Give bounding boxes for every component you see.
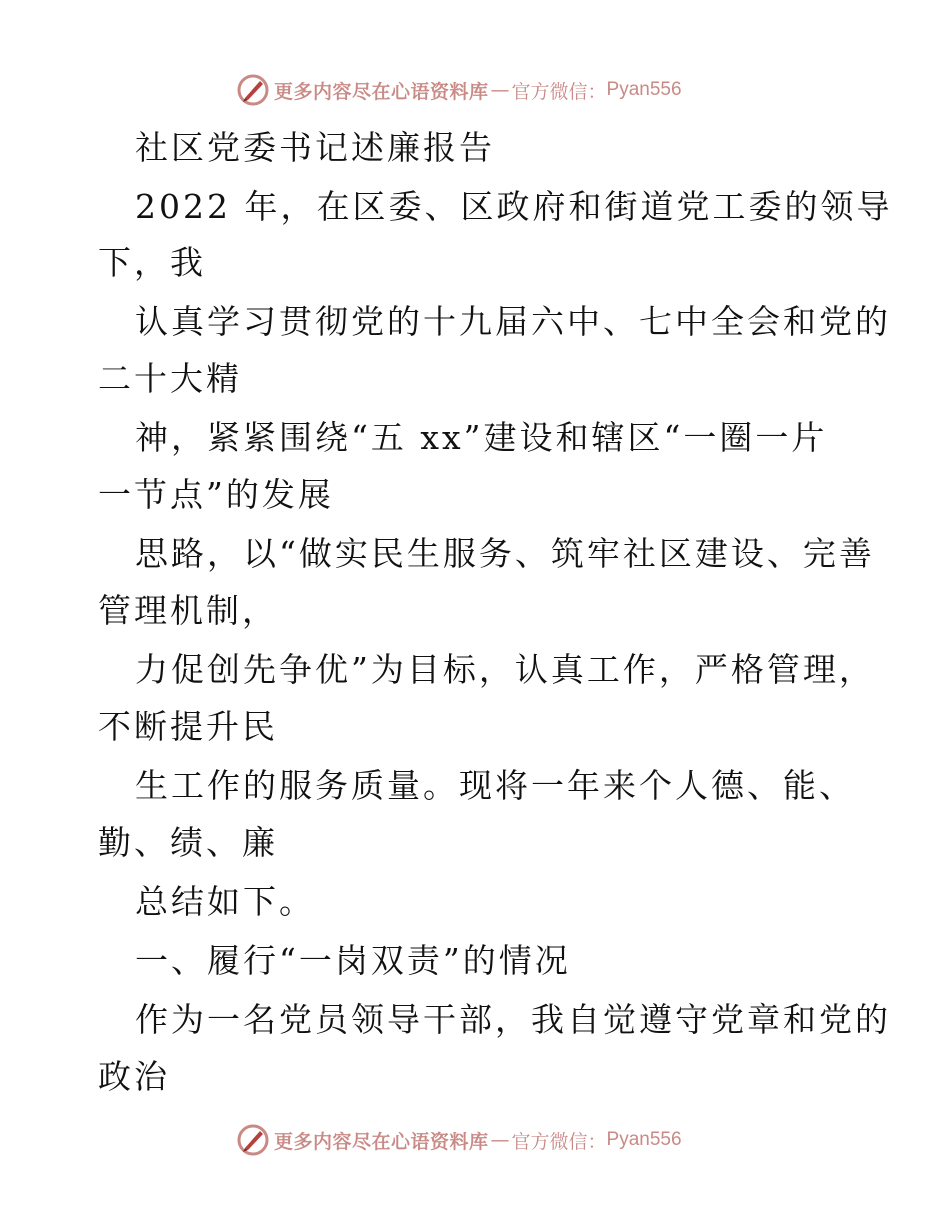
- banner-separator: —: [490, 79, 510, 101]
- paragraph-line: 一节点”的发展: [98, 475, 334, 514]
- wechat-label: 官方微信：: [511, 80, 607, 103]
- document-title: 社区党委书记述廉报告: [135, 128, 495, 167]
- paragraph-line: 总结如下。: [135, 882, 315, 921]
- site-name-text: 更多内容尽在心语资料库: [274, 1130, 489, 1153]
- site-name-text: 更多内容尽在心语资料库: [274, 80, 489, 103]
- paragraph-line: 政治: [98, 1057, 170, 1096]
- quill-logo-icon: [236, 73, 270, 107]
- paragraph-line: 认真学习贯彻党的十九届六中、七中全会和党的: [135, 302, 891, 341]
- section-heading: 一、履行“一岗双责”的情况: [135, 941, 571, 980]
- banner-separator: —: [490, 1129, 510, 1151]
- paragraph-line: 二十大精: [98, 359, 242, 398]
- wechat-label: 官方微信：: [511, 1130, 607, 1153]
- paragraph-line: 管理机制，: [98, 591, 278, 630]
- wechat-id: Pyan556: [606, 79, 682, 100]
- header-banner: [236, 72, 682, 108]
- paragraph-line: 思路，以“做实民生服务、筑牢社区建设、完善: [135, 534, 875, 573]
- wechat-id: Pyan556: [606, 1129, 682, 1150]
- paragraph-line: 神，紧紧围绕“五 xx”建设和辖区“一圈一片: [135, 418, 828, 457]
- quill-logo-icon: [236, 1123, 270, 1157]
- paragraph-line: 力促创先争优”为目标，认真工作，严格管理，: [135, 650, 875, 689]
- paragraph-line: 生工作的服务质量。现将一年来个人德、能、: [135, 766, 855, 805]
- paragraph-line: 不断提升民: [98, 707, 278, 746]
- paragraph-line: 2022 年，在区委、区政府和街道党工委的领导: [135, 187, 893, 226]
- paragraph-line: 下，我: [98, 243, 206, 282]
- footer-banner: [236, 1122, 682, 1158]
- paragraph-line: 勤、绩、廉: [98, 823, 278, 862]
- paragraph-line: 作为一名党员领导干部，我自觉遵守党章和党的: [135, 1000, 891, 1039]
